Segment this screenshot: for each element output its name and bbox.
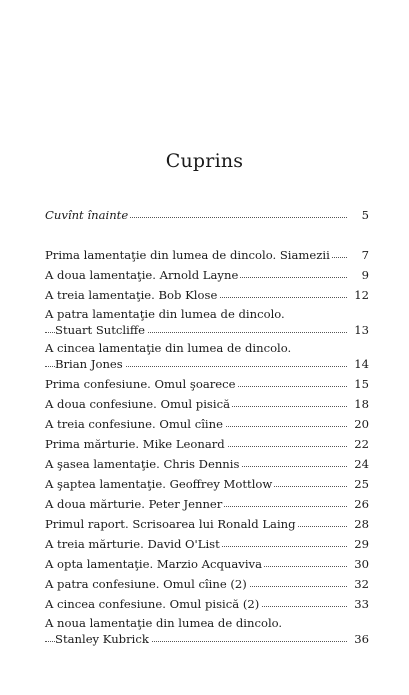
toc-entry[interactable] [45,436,369,452]
toc-entry-title: Brian Jones [55,357,123,371]
toc-entry-page: 20 [351,416,369,432]
toc-entry[interactable] [45,247,369,263]
toc-entry-title: A treia mărturie. David O'List [45,537,220,551]
toc-entry-page: 29 [351,536,369,552]
toc-entry[interactable] [45,356,369,372]
toc-entry[interactable] [45,631,369,647]
toc-entry-page: 15 [351,376,369,392]
toc-entry-first-line: A noua lamentaţie din lumea de dincolo. [45,616,283,630]
toc-entry-title: Prima lamentaţie din lumea de dincolo. Siamezii [45,248,330,262]
toc-entry-title: Prima confesiune. Omul şoarece [45,377,236,391]
toc-entry[interactable] [45,456,369,472]
toc-entry-title: A treia confesiune. Omul cîine [45,417,223,431]
toc-entry-page: 12 [351,287,369,303]
toc-entry-page: 25 [351,476,369,492]
toc-entry[interactable] [45,322,369,338]
toc-entry-title: A treia lamentaţie. Bob Klose [45,288,218,302]
toc-entry-page: 13 [351,322,369,338]
toc-entry-title: A doua confesiune. Omul pisică [45,397,230,411]
toc-entry-page: 30 [351,556,369,572]
toc-entry-title: Cuvînt înainte [45,208,129,222]
toc-entry-title: A cincea confesiune. Omul pisică (2) [45,597,260,611]
toc-entry[interactable] [45,556,369,572]
toc-entry-page: 32 [351,576,369,592]
page-title: Cuprins [165,150,244,172]
toc-entry-page: 26 [351,496,369,512]
toc-entry-title: Primul raport. Scrisoarea lui Ronald Laing [45,517,296,531]
toc-entry-first-line: A cincea lamentaţie din lumea de dincolo. [45,341,292,355]
toc-entry-title: A opta lamentaţie. Marzio Acquaviva [45,557,263,571]
toc-entry-page: 28 [351,516,369,532]
toc-entry[interactable] [45,516,369,532]
toc-entry[interactable] [45,476,369,492]
toc-entry-page: 7 [359,247,369,263]
toc-entry[interactable] [45,396,369,412]
toc-entry-title: A şasea lamentaţie. Chris Dennis [45,457,240,471]
toc-entry[interactable] [45,267,369,283]
toc-entry-title: Stanley Kubrick [55,632,149,646]
toc-entry-title: A doua mărturie. Peter Jenner [45,497,223,511]
toc-entry-title: A patra confesiune. Omul cîine (2) [45,577,247,591]
toc-entry-title: A doua lamentaţie. Arnold Layne [45,268,239,282]
toc-entry-title: Stuart Sutcliffe [55,323,145,337]
toc-entry[interactable] [45,416,369,432]
toc-entry-page: 33 [351,596,369,612]
toc-entry[interactable] [45,536,369,552]
toc-entry-page: 22 [351,436,369,452]
toc-entry-page: 36 [351,631,369,647]
toc-entry-title: A şaptea lamentaţie. Geoffrey Mottlow [45,477,273,491]
toc-entry-title: Prima mărturie. Mike Leonard [45,437,225,451]
toc-entry[interactable] [45,376,369,392]
toc-entry-page: 24 [351,456,369,472]
toc-entry-page: 5 [359,207,369,223]
toc-entry[interactable] [45,207,369,223]
toc-entry[interactable] [45,496,369,512]
toc-entry-first-line: A patra lamentaţie din lumea de dincolo. [45,307,285,321]
toc-entry-page: 14 [351,356,369,372]
toc-entry-page: 18 [351,396,369,412]
toc-entry[interactable] [45,596,369,612]
toc-entry-page: 9 [359,267,369,283]
toc-entry[interactable] [45,576,369,592]
toc-entry[interactable] [45,287,369,303]
